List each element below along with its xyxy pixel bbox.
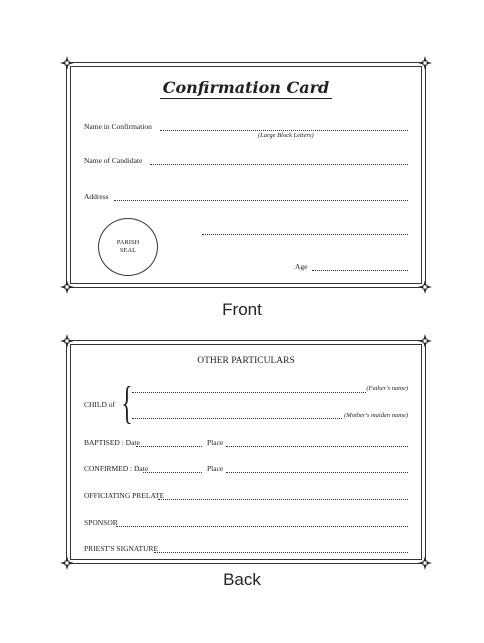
cross-ornament-icon: [60, 56, 74, 70]
confirmed-place-field[interactable]: [226, 472, 408, 473]
cross-ornament-icon: [418, 556, 432, 570]
officiating-prelate-label: OFFICIATING PRELATE: [84, 491, 165, 500]
name-in-confirmation-field[interactable]: [160, 130, 408, 131]
baptised-place-label: Place: [207, 438, 224, 447]
fathers-name-field[interactable]: [132, 392, 366, 393]
parish-seal-line1: PARISH: [116, 239, 140, 246]
cross-ornament-icon: [60, 556, 74, 570]
confirmed-place-label: Place: [207, 464, 224, 473]
priests-signature-label: PRIEST'S SIGNATURE: [84, 544, 159, 553]
mothers-maiden-name-note: (Mother's maiden name): [344, 412, 408, 419]
fathers-name-note: (Father's name): [366, 385, 408, 392]
address-field-line1[interactable]: [114, 200, 408, 201]
front-card: [66, 62, 426, 288]
mothers-maiden-name-field[interactable]: [132, 418, 342, 419]
confirmed-date-label: CONFIRMED : Date: [84, 464, 149, 473]
age-label: Age: [295, 262, 308, 271]
child-of-label: CHILD of: [84, 400, 116, 409]
address-field-line2[interactable]: [202, 234, 408, 235]
cross-ornament-icon: [418, 56, 432, 70]
brace-icon: {: [121, 377, 133, 428]
sponsor-field[interactable]: [116, 526, 408, 527]
name-of-candidate-field[interactable]: [150, 164, 408, 165]
front-caption: Front: [222, 300, 262, 319]
baptised-date-label: BAPTISED : Date: [84, 438, 140, 447]
cross-ornament-icon: [60, 334, 74, 348]
cross-ornament-icon: [418, 280, 432, 294]
address-label: Address: [84, 192, 109, 201]
sponsor-label: SPONSOR: [84, 518, 118, 527]
block-letters-note: (Large Block Letters): [258, 132, 314, 139]
name-in-confirmation-label: Name in Confirmation: [84, 122, 152, 131]
cross-ornament-icon: [60, 280, 74, 294]
name-of-candidate-label: Name of Candidate: [84, 156, 143, 165]
parish-seal: [98, 218, 158, 276]
back-caption: Back: [223, 570, 261, 589]
confirmed-date-field[interactable]: [143, 472, 202, 473]
parish-seal-line2: SEAL: [119, 247, 137, 254]
card-title: Confirmation Card: [66, 78, 426, 97]
age-field[interactable]: [312, 270, 408, 271]
priests-signature-field[interactable]: [154, 552, 408, 553]
cross-ornament-icon: [418, 334, 432, 348]
baptised-date-field[interactable]: [136, 446, 202, 447]
back-heading: OTHER PARTICULARS: [197, 356, 295, 366]
baptised-place-field[interactable]: [226, 446, 408, 447]
officiating-prelate-field[interactable]: [158, 499, 408, 500]
back-card: [66, 340, 426, 564]
